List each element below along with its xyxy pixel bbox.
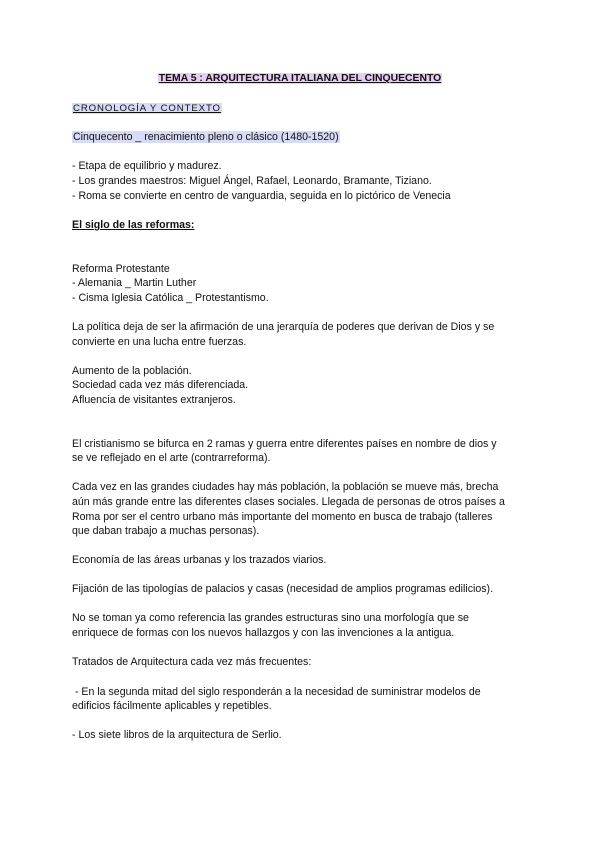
paragraph-fijacion: Fijación de las tipologías de palacios y casas (necesidad de amplios programas edilicios).	[72, 583, 494, 595]
paragraph-ciudades-4: que daban trabajo a muchas personas).	[72, 525, 260, 537]
paragraph-politica-2: convierte en una lucha entre fuerzas.	[72, 336, 247, 348]
bullet-2: - Los grandes maestros: Miguel Ángel, Rafael, Leonardo, Bramante, Tiziano.	[72, 175, 432, 187]
paragraph-serlio: - Los siete libros de la arquitectura de Serlio.	[72, 729, 282, 741]
reforma-title: Reforma Protestante	[72, 263, 170, 275]
paragraph-cristianismo-1: El cristianismo se bifurca en 2 ramas y guerra entre diferentes países en nombre de dios y	[72, 438, 497, 450]
bullet-3: - Roma se convierte en centro de vanguardia, seguida en lo pictórico de Venecia	[72, 190, 451, 202]
paragraph-morfologia-1: No se toman ya como referencia las grandes estructuras sino una morfología que se	[72, 612, 469, 624]
paragraph-morfologia-2: enriquece de formas con los nuevos hallazgos y con las invenciones a la antigua.	[72, 627, 455, 639]
paragraph-poblacion-2: Sociedad cada vez más diferenciada.	[72, 379, 249, 391]
document-title-text: TEMA 5 : ARQUITECTURA ITALIANA DEL CINQUECENTO	[158, 73, 442, 84]
reforma-item-1: - Alemania _ Martin Luther	[72, 277, 197, 289]
paragraph-tratados: Tratados de Arquitectura cada vez más frecuentes:	[72, 656, 312, 668]
paragraph-politica-1: La política deja de ser la afirmación de una jerarquía de poderes que derivan de Dios y se	[72, 321, 495, 333]
paragraph-ciudades-2: aún más grande entre las diferentes clases sociales. Llegada de personas de otros países a	[72, 496, 505, 508]
paragraph-ciudades-3: Roma por ser el centro urbano más importante del momento en busca de trabajo (talleres	[72, 511, 493, 523]
paragraph-poblacion-1: Aumento de la población.	[72, 365, 192, 377]
heading-reformas: El siglo de las reformas:	[72, 219, 195, 231]
bullet-1: - Etapa de equilibrio y madurez.	[72, 160, 222, 172]
paragraph-segunda-2: edificios fácilmente aplicables y repetibles.	[72, 700, 272, 712]
document-title	[0, 73, 600, 84]
section-label: CRONOLOGÍA Y CONTEXTO	[73, 103, 221, 114]
paragraph-poblacion-3: Afluencia de visitantes extranjeros.	[72, 394, 236, 406]
subtitle-line	[72, 131, 340, 144]
paragraph-ciudades-1: Cada vez en las grandes ciudades hay más población, la población se mueve más, brecha	[72, 481, 499, 493]
paragraph-cristianismo-2: se ve reflejado en el arte (contrarreforma).	[72, 452, 271, 464]
section-label-line	[72, 102, 222, 115]
paragraph-segunda-1: - En la segunda mitad del siglo responderán a la necesidad de suministrar modelos de	[72, 686, 481, 698]
subtitle: Cinquecento _ renacimiento pleno o clásico (1480-1520)	[73, 131, 339, 143]
paragraph-economia: Economía de las áreas urbanas y los trazados viarios.	[72, 554, 327, 566]
reforma-item-2: - Cisma Iglesia Católica _ Protestantismo.	[72, 292, 269, 304]
